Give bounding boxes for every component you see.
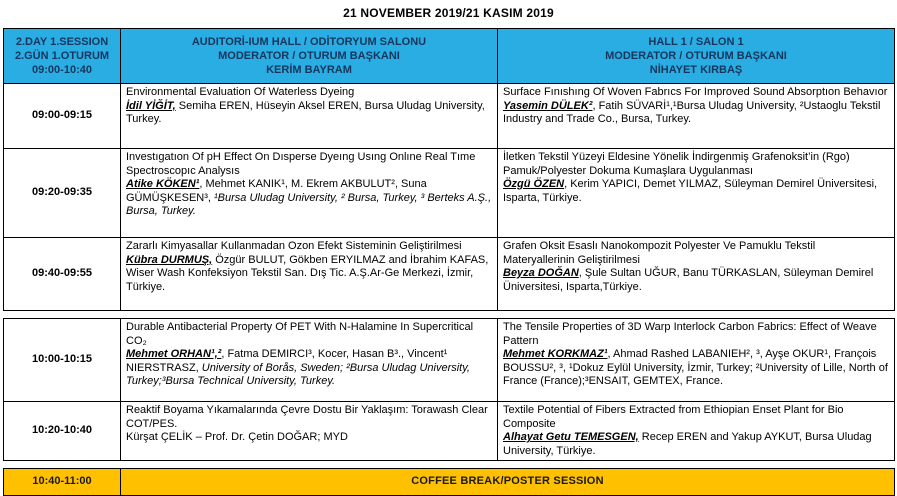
session-cell — [498, 402, 895, 461]
session-cell — [121, 238, 498, 311]
header-line: KERİM BAYRAM — [266, 64, 352, 76]
header-line: MODERATOR / OTURUM BAŞKANI — [605, 50, 787, 62]
header-session-cell — [4, 29, 121, 84]
table-row — [4, 319, 895, 402]
header-line: 2.DAY 1.SESSION — [15, 36, 109, 48]
author-lead: Beyza DOĞAN — [503, 267, 579, 279]
header-row — [4, 29, 895, 84]
author-lead: Atike KÖKEN¹ — [126, 178, 200, 190]
paper-authors — [503, 267, 889, 294]
author-lead: Alhayat Getu TEMESGEN, — [503, 431, 639, 443]
author-lead: Yasemin DÜLEK² — [503, 99, 593, 112]
paper-title: Grafen Oksit Esaslı Nanokompozit Polyester Ve Pamuklu Tekstil Materyallerinin Geliştirilmesi — [503, 240, 816, 266]
time-cell: 09:20-09:35 — [4, 149, 121, 238]
paper-authors — [503, 100, 889, 127]
table-row — [4, 238, 895, 311]
author-lead: Mehmet ORHAN¹,² — [126, 348, 222, 360]
author-affiliation: University of Borås, Sweden; ²Bursa Uludag University, Turkey;³Bursa Technical University, Turkey. — [126, 361, 470, 387]
paper-authors — [126, 348, 492, 389]
paper-title: Zararlı Kimyasallar Kullanmadan Ozon Efekt Sisteminin Geliştirilmesi — [126, 240, 462, 252]
coffee-break-table — [3, 468, 895, 496]
header-line: 2.GÜN 1.OTURUM — [14, 50, 110, 62]
paper-authors — [126, 100, 492, 127]
author-lead: Mehmet KORKMAZ¹ — [503, 348, 608, 360]
paper-title: İletken Tekstil Yüzeyi Eldesine Yönelik İndirgenmiş Grafenoksit’in (Rgo) Pamuk/Polyester Dokuma Kumaşlara Uygulanması — [503, 151, 850, 177]
session-cell — [121, 84, 498, 149]
header-line: NİHAYET KIRBAŞ — [649, 64, 743, 76]
author-affiliation: ¹Bursa Uludag University, ² Bursa, Turkey, ³ Berteks A.Ş., Bursa, Turkey. — [126, 191, 492, 217]
header-auditorium-cell — [121, 29, 498, 84]
session-cell — [498, 238, 895, 311]
session-cell — [498, 319, 895, 402]
author-mid: Kürşat ÇELİK – Prof. Dr. Çetin DOĞAR; MYD — [126, 431, 348, 443]
paper-authors — [503, 431, 889, 458]
table-row — [4, 402, 895, 461]
paper-title: Environmental Evaluation Of Waterless Dyeing — [126, 86, 355, 98]
paper-authors — [126, 178, 492, 219]
time-cell: 10:00-10:15 — [4, 319, 121, 402]
paper-title: Reaktif Boyama Yıkamalarında Çevre Dostu Bir Yaklaşım: Torawash Clear COT/PES. — [126, 404, 488, 430]
session-cell — [498, 84, 895, 149]
paper-authors — [503, 178, 889, 205]
paper-title: Surface Fınıshıng Of Woven Fabrıcs For Improved Sound Absorptıon Behavıor — [503, 86, 888, 98]
break-label-cell: COFFEE BREAK/POSTER SESSION — [121, 469, 895, 496]
page-title: 21 NOVEMBER 2019/21 KASIM 2019 — [343, 6, 554, 20]
author-lead: Kübra DURMUŞ, — [126, 253, 213, 266]
author-mid: , Fatih SÜVARİ¹,¹Bursa Uludag University, ²Ustaoglu Tekstil Industry and Trade Co., Bursa, Turkey. — [503, 99, 881, 125]
author-mid: , Ahmad Rashed LABANIEH², ³, Ayşe OKUR¹, François BOUSSU², ³, ¹Dokuz Eylül University, İzmir, Turkey; ²University of Lille, North of France (France);³ENSAIT, GEMTEX, France. — [503, 348, 888, 387]
paper-authors — [126, 254, 492, 295]
header-hall1-cell — [498, 29, 895, 84]
paper-title: Investıgatıon Of pH Effect On Dısperse Dyeıng Usıng Onlıne Real Tıme Spectroscopıc Analysıs — [126, 151, 476, 177]
break-time-cell: 10:40-11:00 — [4, 469, 121, 496]
paper-authors — [126, 431, 492, 445]
paper-title: The Tensile Properties of 3D Warp Interlock Carbon Fabrics: Effect of Weave Pattern — [503, 321, 877, 347]
header-line: HALL 1 / SALON 1 — [648, 36, 744, 48]
author-mid: Özgür BULUT, Gökben ERYILMAZ and İbrahim KAFAS, Wiser Wash Konfeksiyon Tekstil San. Dış Tic. A.Ş.Ar-Ge Merkezi, İzmir, Türkiye. — [126, 253, 489, 293]
table-row — [4, 149, 895, 238]
author-mid: , Mehmet KANIK¹, M. Ekrem AKBULUT², Suna GÜMÜŞKESEN³, — [126, 178, 427, 204]
header-line: MODERATOR / OTURUM BAŞKANI — [218, 50, 400, 62]
session-cell — [121, 402, 498, 461]
time-cell: 09:40-09:55 — [4, 238, 121, 311]
time-cell: 10:20-10:40 — [4, 402, 121, 461]
header-line: AUDITORİ-IUM HALL / ODİTORYUM SALONU — [191, 36, 427, 48]
time-cell: 09:00-09:15 — [4, 84, 121, 149]
table-row — [4, 84, 895, 149]
author-mid: , Kerim YAPICI, Demet YILMAZ, Süleyman Demirel Üniversitesi, Isparta, Türkiye. — [503, 178, 878, 204]
paper-title: Textile Potential of Fibers Extracted from Ethiopian Enset Plant for Bio Composite — [503, 404, 844, 430]
author-mid: Recep EREN and Yakup AYKUT, Bursa Uludag University, Türkiye. — [503, 431, 872, 457]
schedule-table-block-1 — [3, 28, 895, 311]
author-mid: , Şule Sultan UĞUR, Banu TÜRKASLAN, Süleyman Demirel Üniversitesi, Isparta,Türkiye. — [503, 267, 874, 293]
session-cell — [121, 149, 498, 238]
author-lead: Özgü ÖZEN — [503, 178, 565, 190]
author-lead: İdil YİĞİT, — [126, 99, 176, 112]
paper-authors — [503, 348, 889, 389]
schedule-table-block-2 — [3, 318, 895, 461]
author-mid: Semiha EREN, Hüseyin Aksel EREN, Bursa Uludag University, Turkey. — [126, 99, 485, 125]
session-cell — [498, 149, 895, 238]
author-mid: , Fatma DEMIRCI³, Kocer, Hasan B³., Vincent¹ NIERSTRASZ, — [126, 348, 448, 374]
paper-title: Durable Antibacterial Property Of PET With N-Halamine In Supercritical CO₂ — [126, 321, 474, 347]
session-cell — [121, 319, 498, 402]
header-line: 09:00-10:40 — [32, 64, 92, 76]
